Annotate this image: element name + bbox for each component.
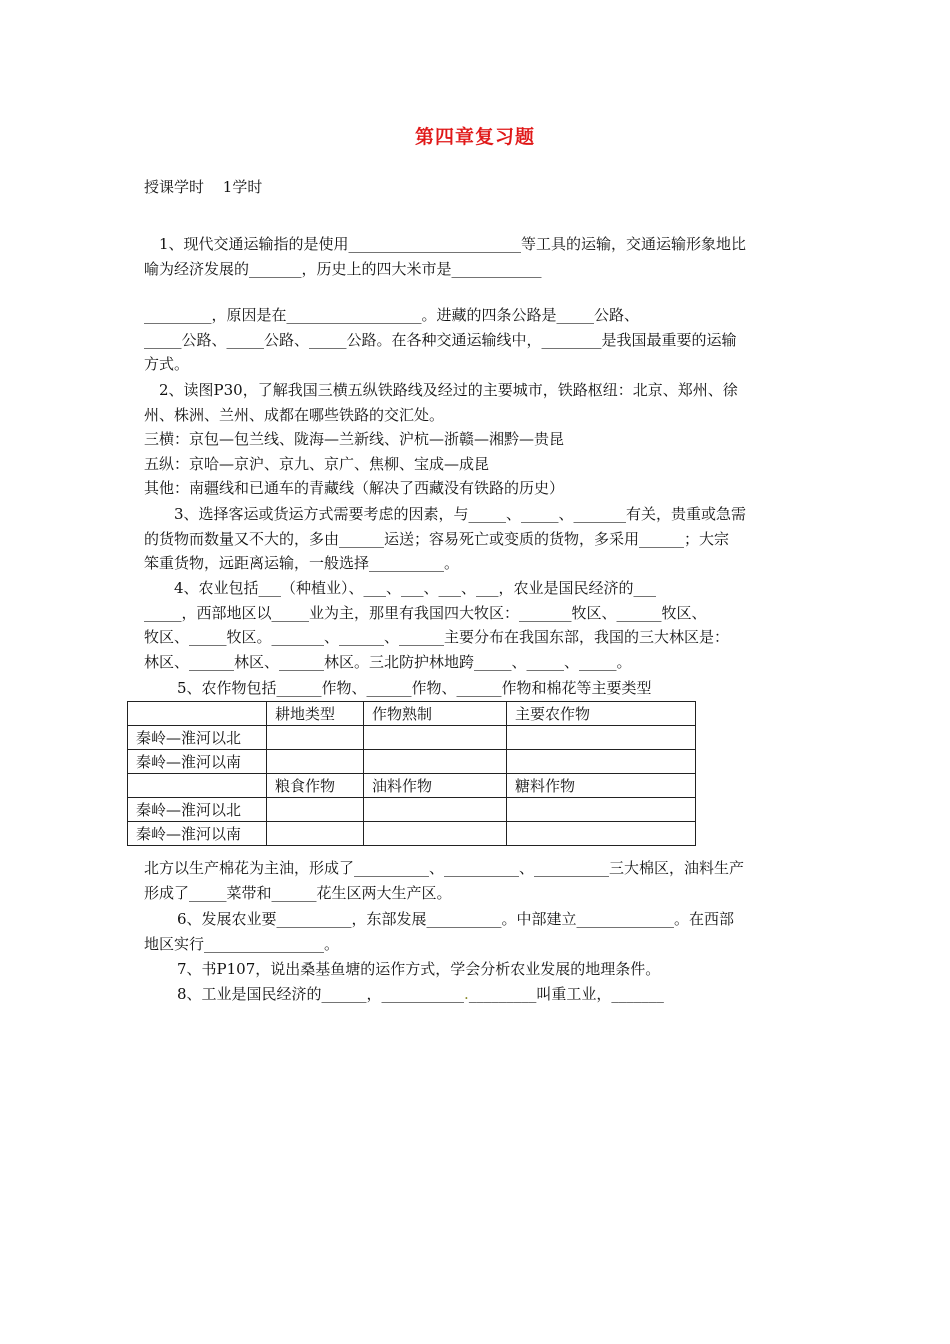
table-cell bbox=[267, 726, 364, 750]
question-8 bbox=[144, 982, 810, 1007]
question-7 bbox=[144, 957, 810, 982]
q4-line1: 4、农业包括___（种植业）、___、___、___、___，农业是国民经济的___ bbox=[174, 579, 657, 597]
q2-line1: 2、读图P30，了解我国三横五纵铁路线及经过的主要城市，铁路枢纽：北京、郑州、徐 bbox=[159, 381, 738, 399]
table-row bbox=[128, 750, 696, 774]
table-header-cell bbox=[128, 702, 267, 726]
q3-line2: 的货物而数量又不大的，多由______运送；容易死亡或变质的货物，多采用______；大宗 bbox=[144, 529, 730, 548]
table-header-cell: 主要农作物 bbox=[507, 702, 696, 726]
table-header-cell bbox=[128, 774, 267, 798]
table-header-cell: 糖料作物 bbox=[507, 774, 696, 798]
q7-line1: 7、书P107，说出桑基鱼塘的运作方式，学会分析农业发展的地理条件。 bbox=[177, 960, 661, 978]
q4-line3: 牧区、_____牧区。_______、______、______主要分布在我国东部，我国的三大林区是： bbox=[144, 628, 730, 646]
table-header-cell: 耕地类型 bbox=[267, 702, 364, 726]
table-cell: 秦岭—淮河以北 bbox=[128, 726, 267, 750]
question-5-cont bbox=[144, 856, 810, 905]
table-cell: 秦岭—淮河以南 bbox=[128, 822, 267, 846]
table-cell bbox=[507, 726, 696, 750]
q6-line2: 地区实行________________。 bbox=[144, 934, 340, 953]
table-cell bbox=[507, 798, 696, 822]
table-header-cell: 作物熟制 bbox=[364, 702, 507, 726]
table-row bbox=[128, 726, 696, 750]
table-cell bbox=[364, 822, 507, 846]
q8-part1: 8、工业是国民经济的______，___________ bbox=[177, 985, 465, 1003]
q2-line5: 其他：南疆线和已通车的青藏线（解决了西藏没有铁路的历史） bbox=[144, 479, 565, 497]
table-cell: 秦岭—淮河以北 bbox=[128, 798, 267, 822]
after-table-line1: 北方以生产棉花为主油，形成了__________、__________、__________三大棉区，油料生产 bbox=[144, 859, 745, 877]
q3-line1: 3、选择客运或货运方式需要考虑的因素，与_____、_____、_______有关，贵重或急需 bbox=[174, 505, 747, 523]
table-header-row bbox=[128, 702, 696, 726]
class-hours-label: 授课学时 bbox=[144, 178, 205, 196]
question-2 bbox=[144, 378, 810, 501]
q1-line3: _________，原因是在__________________。进藏的四条公路是_____公路、 bbox=[144, 306, 640, 324]
table-cell bbox=[364, 726, 507, 750]
page-title: 第四章复习题 bbox=[414, 126, 535, 148]
table-cell bbox=[364, 798, 507, 822]
table-header-cell: 油料作物 bbox=[364, 774, 507, 798]
q3-line3: 笨重货物，远距离运输，一般选择__________。 bbox=[144, 554, 460, 572]
q1-line5: 方式。 bbox=[144, 355, 190, 373]
question-1 bbox=[144, 232, 810, 281]
question-4 bbox=[144, 576, 810, 674]
table-cell bbox=[364, 750, 507, 774]
q5-line1: 5、农作物包括______作物、______作物、______作物和棉花等主要类型 bbox=[177, 679, 652, 697]
crops-table bbox=[127, 701, 696, 846]
q1-line2: 喻为经济发展的_______，历史上的四大米市是____________ bbox=[144, 259, 542, 278]
q8-dot: . bbox=[464, 985, 469, 1003]
q2-line2: 州、株洲、兰州、成都在哪些铁路的交汇处。 bbox=[144, 405, 445, 424]
q4-line4: 林区、______林区、______林区。三北防护林地跨_____、_____、_____。 bbox=[144, 652, 632, 671]
after-table-line2: 形成了_____菜带和______花生区两大生产区。 bbox=[144, 883, 452, 902]
class-hours-value: 1学时 bbox=[222, 178, 263, 196]
table-header-row bbox=[128, 774, 696, 798]
q8-line1 bbox=[144, 982, 810, 1007]
class-hours bbox=[144, 176, 276, 197]
table-header-cell: 粮食作物 bbox=[267, 774, 364, 798]
table-cell bbox=[267, 750, 364, 774]
q2-line3: 三横：京包—包兰线、陇海—兰新线、沪杭—浙赣—湘黔—贵昆 bbox=[144, 430, 565, 448]
q1-line1: 1、现代交通运输指的是使用_______________________等工具的运输，交通运输形象地比 bbox=[159, 235, 747, 253]
question-6 bbox=[144, 907, 810, 956]
question-1-cont bbox=[144, 303, 810, 377]
q4-line2: _____，西部地区以_____业为主，那里有我国四大牧区：_______牧区、______牧区、 bbox=[144, 603, 707, 622]
q2-line4: 五纵：京哈—京沪、京九、京广、焦柳、宝成—成昆 bbox=[144, 454, 490, 473]
q1-line4: _____公路、_____公路、_____公路。在各种交通运输线中，________是我国最重要的运输 bbox=[144, 330, 737, 349]
table-cell bbox=[507, 822, 696, 846]
q8-part2: _________叫重工业，_______ bbox=[468, 985, 664, 1003]
table-cell: 秦岭—淮河以南 bbox=[128, 750, 267, 774]
question-3 bbox=[144, 502, 810, 576]
question-5 bbox=[144, 676, 810, 701]
q6-line1: 6、发展农业要__________，东部发展__________。中部建立_____________。在西部 bbox=[177, 910, 735, 928]
table-cell bbox=[267, 822, 364, 846]
table-cell bbox=[507, 750, 696, 774]
table-row bbox=[128, 798, 696, 822]
table-cell bbox=[267, 798, 364, 822]
table-row bbox=[128, 822, 696, 846]
